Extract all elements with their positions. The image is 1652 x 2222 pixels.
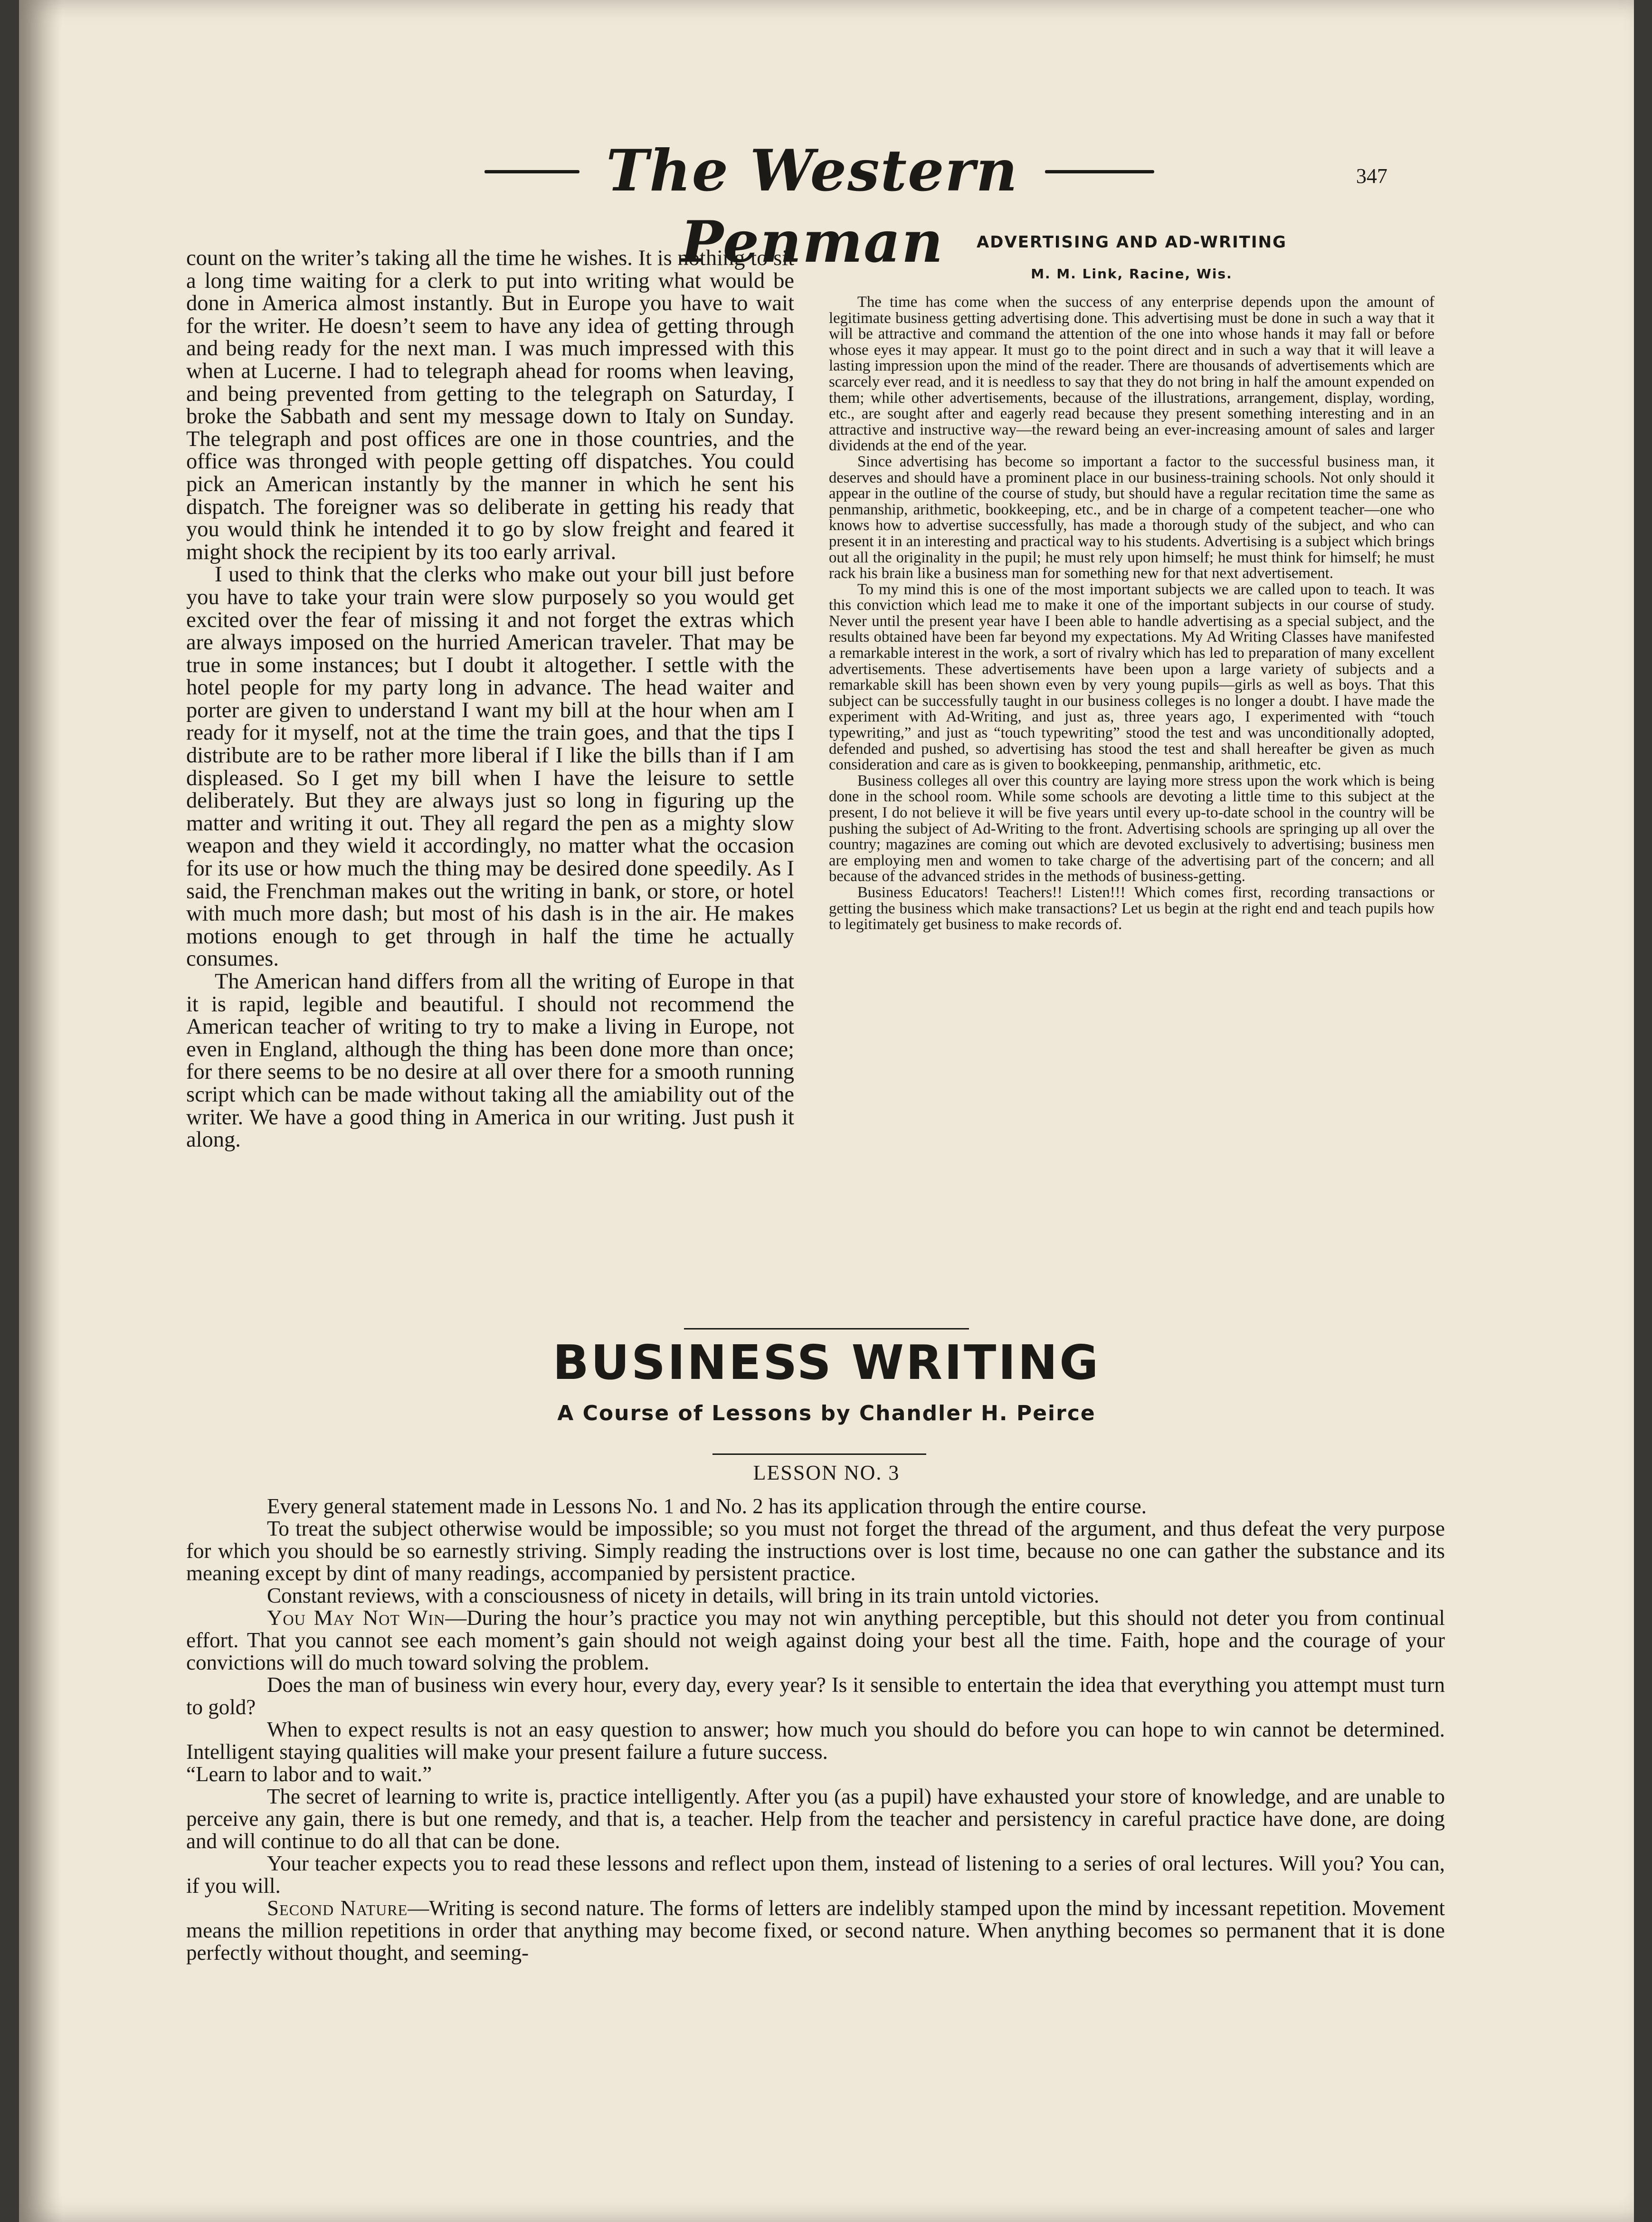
lesson-paragraph: The secret of learning to write is, practice intelligently. After you (as a pupil) have exhausted your store of knowledge, and are unable to perceive any gain, there is but one remedy, and that is, a teacher. Help from the teacher and persistency in careful practice have done, are doing and will continue to do all that can be done.: [186, 1785, 1445, 1853]
left-column: [186, 247, 794, 1151]
masthead-rule-right: [1045, 170, 1154, 173]
section-title: BUSINESS WRITING: [552, 1335, 1101, 1390]
article-paragraph: To my mind this is one of the most important subjects we are called upon to teach. It was this conviction which lead me to make it one of the important subjects in our course of study. Never until the present year have I been able to handle advertising as a special subject, and the results obtained have been far beyond my expectations. My Ad Writing Classes have manifested a remarkable interest in the work, a sort of rivalry which has led to preparation of many excellent advertisements. These advertisements have been upon a large variety of subjects and a remarkable skill has been shown even by very young pupils—girls as well as boys. That this subject can be successfully taught in our business colleges is no longer a doubt. I have made the experiment with Ad-Writing, and just as, three years ago, I experimented with “touch typewriting,” and just as “touch typewriting” stood the test and was unconditionally adopted, defended and pushed, so advertising has stood the test and shall hereafter be given as much consideration and care as is given to bookkeeping, penmanship, arithmetic, etc.: [829, 580, 1434, 774]
article-paragraph: Since advertising has become so important a factor to the successful business man, it deserves and should have a prominent place in our business-training schools. Not only should it appear in the outline of the course of study, but should have a regular recitation time the same as penmanship, arithmetic, bookkeeping, etc., and be in charge of a competent teacher—one who knows how to advertise successfully, has made a thorough study of the subject, and who can present it in an interesting and practical way to his students. Advertising is a subject which brings out all the originality in the pupil; he must rely upon himself; he must think for himself; he must rack his brain like a business man for something new for that next advertisement.: [829, 453, 1434, 582]
lesson-quote: “Learn to labor and to wait.”: [186, 1762, 432, 1786]
left-paragraph: count on the writer’s taking all the time he wishes. It is nothing to sit a long time waiting for a clerk to put into writing what would be done in America almost instantly. But in Europe you have to wait for the writer. He doesn’t seem to have any idea of getting through and being ready for the next man. I was much impressed with this when at Lucerne. I had to telegraph ahead for rooms when leaving, and being prevented from getting to the telegraph on Saturday, I broke the Sabbath and sent my message down to Italy on Sunday. The telegraph and post offices are one in those countries, and the office was thronged with people getting off dispatches. You could pick an American instantly by the manner in which he sent his dispatch. The foreigner was so deliberate in getting his ready that you would think he intended it to go by slow freight and feared it might shock the recipient by its too early arrival.: [186, 246, 794, 564]
section-subtitle: A Course of Lessons by Chandler H. Peirce: [557, 1401, 1096, 1425]
left-paragraph: I used to think that the clerks who make out your bill just before you have to take your train were slow purposely so you would get excited over the fear of missing it and not forget the extras which are always imposed on the hurried American traveler. That may be true in some instances; but I doubt it altogether. I settle with the hotel people for my party long in advance. The head waiter and porter are given to understand I want my bill at the hour when am I ready for it myself, not at the time the train goes, and that the tips I distribute are to be rather more liberal if I like the bills than if I am displeased. So I get my bill when I have the leisure to settle deliberately. But they are always just so long in figuring up the matter and writing it out. They all regard the pen as a mighty slow weapon and they wield it accordingly, no matter what the occasion for its use or how much the thing may be desired done speedily. As I said, the Frenchman makes out the writing in bank, or store, or hotel with much more dash; but most of his dash is in the air. He makes motions enough to get through in half the time he actually consumes.: [186, 562, 794, 971]
lesson-paragraph: Constant reviews, with a consciousness of nicety in details, will bring in its train untold victories.: [267, 1584, 1100, 1607]
lesson-paragraph: To treat the subject otherwise would be impossible; so you must not forget the thread of the argument, and thus defeat the very purpose for which you should be so earnestly striving. Simply reading the instructions over is lost time, because no one can gather the substance and its meaning except by dint of many readings, accompanied by persistent practice.: [186, 1517, 1445, 1585]
lesson-paragraph-text: —Writing is second nature. The forms of letters are indelibly stamped upon the mind by incessant repetition. Movement means the million repetitions in order that anything may become fixed, or second nature. When anything becomes so permanent that it is done perfectly without thought, and seeming-: [186, 1896, 1445, 1965]
page-number: 347: [1356, 164, 1387, 188]
lesson-paragraph: Does the man of business win every hour, every day, every year? Is it sensible to entertain the idea that everything you attempt must turn to gold?: [186, 1673, 1445, 1719]
lesson-paragraph-text: —During the hour’s practice you may not win anything perceptible, but this should not deter you from continual effort. That you cannot see each moment’s gain should not weigh against doing your best all the time. Faith, hope and the courage of your convictions will do much toward solving the problem.: [186, 1606, 1445, 1674]
left-paragraph: The American hand differs from all the writing of Europe in that it is rapid, legible and beautiful. I should not recommend the American teacher of writing to try to make a living in Europe, not even in England, although the thing has been done more than once; for there seems to be no desire at all over there for a smooth running script which can be made without taking all the amiability out of the writer. We have a good thing in America in our writing. Just push it along.: [186, 969, 794, 1152]
section-divider: [684, 1328, 969, 1329]
lesson-paragraph: Every general statement made in Lessons No. 1 and No. 2 has its application through the entire course.: [267, 1494, 1147, 1518]
lesson-lead-phrase: Second Nature: [267, 1896, 408, 1920]
lesson-paragraph: When to expect results is not an easy question to answer; how much you should do before you can hope to win cannot be determined. Intelligent staying qualities will make your present failure a future success.: [186, 1718, 1445, 1764]
masthead-title: The Western Penman: [606, 137, 1018, 275]
article-paragraph: Business Educators! Teachers!! Listen!!! Which comes first, recording transactions or getting the business which make transactions? Let us begin at the right end and teach pupils how to legitimately get business to make records of.: [829, 883, 1434, 933]
masthead-rule-left: [484, 170, 579, 173]
lesson-body: [186, 1495, 1445, 1964]
lesson-paragraph: [186, 1607, 1445, 1674]
article-byline: M. M. Link, Racine, Wis.: [1031, 266, 1233, 282]
lesson-label: LESSON NO. 3: [753, 1461, 900, 1484]
article-title: ADVERTISING AND AD-WRITING: [976, 233, 1287, 252]
lesson-lead-phrase: You May Not Win: [267, 1606, 446, 1630]
article-body: [829, 294, 1434, 933]
article-paragraph: The time has come when the success of any enterprise depends upon the amount of legitimate business getting advertising done. This advertising must be done in such a way that it will be attractive and command the attention of the one into whose hands it may fall or before whose eyes it may appear. It must go to the point direct and in such a way that it will leave a lasting impression upon the mind of the reader. There are thousands of advertisements which are scarcely ever read, and it is needless to say that they do not bring in half the amount expended on them; while other advertisements, because of the illustrations, arrangement, display, wording, etc., are sought after and eagerly read because they present something interesting and in an attractive and instructive way—the reward being an ever-increasing amount of sales and larger dividends at the end of the year.: [829, 294, 1434, 455]
lesson-rule: [712, 1453, 926, 1455]
lesson-paragraph: Your teacher expects you to read these lessons and reflect upon them, instead of listening to a series of oral lectures. Will you? You can, if you will.: [186, 1852, 1445, 1898]
gutter-shadow: [19, 0, 62, 2222]
article-paragraph: Business colleges all over this country are laying more stress upon the work which is being done in the school room. While some schools are devoting a little time to this subject at the present, I do not believe it will be five years until every up-to-date school in the country will be pushing the subject of Ad-Writing to the front. Advertising schools are springing up all over the country; magazines are coming out which are devoted exclusively to advertising; business men are employing men and women to take charge of the advertising part of the concern; and all because of the advanced strides in the methods of business-getting.: [829, 772, 1434, 885]
lesson-paragraph: [186, 1897, 1445, 1964]
